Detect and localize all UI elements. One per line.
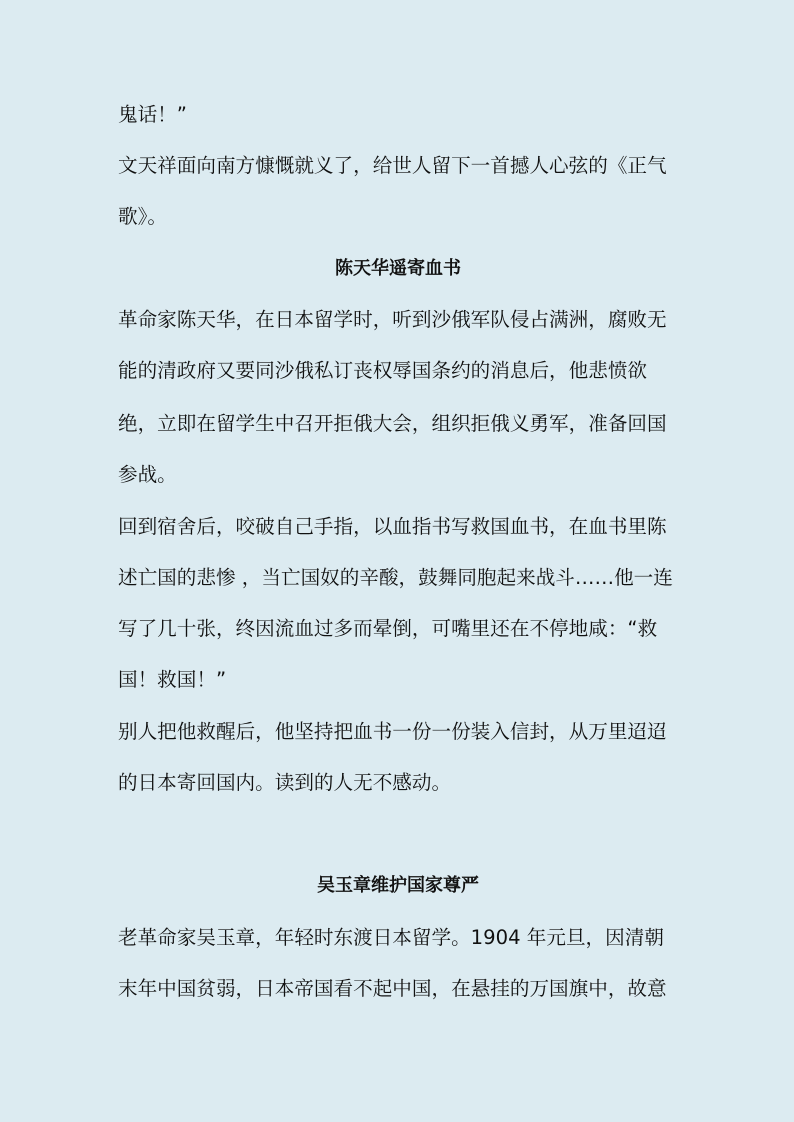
intro-line-2: 文天祥面向南方慷慨就义了，给世人留下一首撼人心弦的《正气	[118, 154, 667, 177]
document-page	[118, 0, 678, 1122]
section2-title: 吴玉章维护国家尊严	[317, 875, 479, 896]
section2-line-1: 老革命家吴玉章，年轻时东渡日本留学。1904 年元旦，因清朝	[118, 926, 664, 949]
section1-line-9: 别人把他救醒后，他坚持把血书一份一份装入信封，从万里迢迢	[118, 720, 667, 743]
section1-line-1: 革命家陈天华，在日本留学时，听到沙俄军队侵占满洲，腐败无	[118, 308, 667, 331]
section1-line-2: 能的清政府又要同沙俄私订丧权辱国条约的消息后，他悲愤欲	[118, 359, 648, 382]
section1-line-3: 绝，立即在留学生中召开拒俄大会，组织拒俄义勇军，准备回国	[118, 412, 667, 435]
section1-line-6: 述亡国的悲惨 ，当亡国奴的辛酸，鼓舞同胞起来战斗……他一连	[118, 566, 673, 589]
section1-line-7: 写了几十张，终因流血过多而晕倒，可嘴里还在不停地咸：“救	[118, 617, 658, 640]
section1-line-4: 参战。	[118, 463, 177, 486]
section2-line-2: 末年中国贫弱，日本帝国看不起中国，在悬挂的万国旗中，故意	[118, 977, 667, 1000]
section1-line-8: 国！救国！”	[118, 668, 227, 691]
intro-line-1: 鬼话！”	[118, 103, 187, 126]
intro-line-3: 歌》。	[118, 205, 167, 228]
section1-line-5: 回到宿舍后，咬破自己手指，以血指书写救国血书，在血书里陈	[118, 515, 667, 538]
section1-title: 陈天华遥寄血书	[335, 258, 461, 279]
section1-line-10: 的日本寄回国内。读到的人无不感动。	[118, 771, 452, 794]
